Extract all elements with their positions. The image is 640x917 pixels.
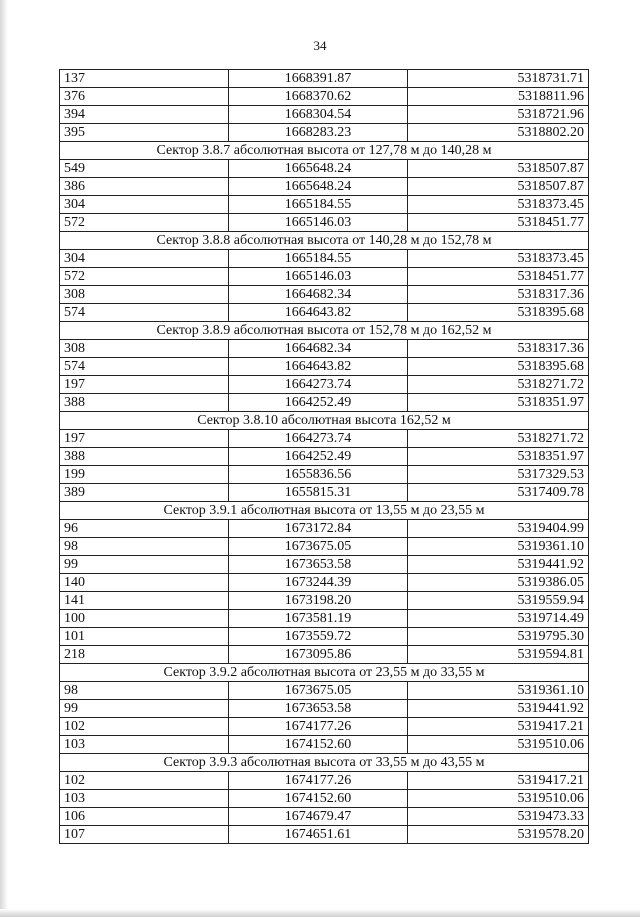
table-row [60, 484, 589, 502]
table-row [60, 682, 589, 700]
y-coordinate-cell: 5318811.96 [408, 88, 589, 106]
point-number-cell: 218 [60, 646, 229, 664]
sector-header-row [60, 502, 589, 520]
point-number-cell: 98 [60, 538, 229, 556]
sector-title: Сектор 3.8.10 абсолютная высота 162,52 м [60, 412, 589, 430]
table-row [60, 376, 589, 394]
x-coordinate-cell: 1674152.60 [229, 790, 408, 808]
point-number-cell: 389 [60, 484, 229, 502]
table-row [60, 340, 589, 358]
sector-header-row [60, 664, 589, 682]
table-row [60, 160, 589, 178]
y-coordinate-cell: 5319417.21 [408, 772, 589, 790]
y-coordinate-cell: 5318317.36 [408, 286, 589, 304]
y-coordinate-cell: 5319417.21 [408, 718, 589, 736]
scan-shadow-bottom [0, 909, 640, 917]
table-row [60, 214, 589, 232]
table-row [60, 196, 589, 214]
x-coordinate-cell: 1673675.05 [229, 682, 408, 700]
page-number: 34 [313, 38, 327, 53]
point-number-cell: 100 [60, 610, 229, 628]
table-row [60, 286, 589, 304]
x-coordinate-cell: 1664252.49 [229, 448, 408, 466]
coordinates-table [59, 69, 589, 844]
x-coordinate-cell: 1664252.49 [229, 394, 408, 412]
table-row [60, 448, 589, 466]
y-coordinate-cell: 5319714.49 [408, 610, 589, 628]
sector-header-row [60, 142, 589, 160]
point-number-cell: 197 [60, 430, 229, 448]
point-number-cell: 102 [60, 772, 229, 790]
sector-title: Сектор 3.8.9 абсолютная высота от 152,78 м до 162,52 м [60, 322, 589, 340]
table-row [60, 736, 589, 754]
x-coordinate-cell: 1664273.74 [229, 430, 408, 448]
y-coordinate-cell: 5318271.72 [408, 376, 589, 394]
point-number-cell: 308 [60, 286, 229, 304]
y-coordinate-cell: 5318317.36 [408, 340, 589, 358]
sector-title: Сектор 3.8.8 абсолютная высота от 140,28 м до 152,78 м [60, 232, 589, 250]
point-number-cell: 574 [60, 304, 229, 322]
point-number-cell: 98 [60, 682, 229, 700]
y-coordinate-cell: 5319473.33 [408, 808, 589, 826]
y-coordinate-cell: 5318395.68 [408, 358, 589, 376]
sector-title: Сектор 3.9.2 абсолютная высота от 23,55 м до 33,55 м [60, 664, 589, 682]
table-row [60, 88, 589, 106]
table-row [60, 790, 589, 808]
y-coordinate-cell: 5319386.05 [408, 574, 589, 592]
x-coordinate-cell: 1673581.19 [229, 610, 408, 628]
x-coordinate-cell: 1673095.86 [229, 646, 408, 664]
x-coordinate-cell: 1665648.24 [229, 178, 408, 196]
x-coordinate-cell: 1655836.56 [229, 466, 408, 484]
point-number-cell: 388 [60, 448, 229, 466]
x-coordinate-cell: 1674177.26 [229, 718, 408, 736]
point-number-cell: 99 [60, 700, 229, 718]
table-row [60, 268, 589, 286]
x-coordinate-cell: 1668283.23 [229, 124, 408, 142]
coordinates-table-body [60, 70, 589, 844]
y-coordinate-cell: 5319441.92 [408, 556, 589, 574]
x-coordinate-cell: 1673172.84 [229, 520, 408, 538]
y-coordinate-cell: 5319594.81 [408, 646, 589, 664]
table-row [60, 466, 589, 484]
x-coordinate-cell: 1665184.55 [229, 196, 408, 214]
y-coordinate-cell: 5318721.96 [408, 106, 589, 124]
x-coordinate-cell: 1673653.58 [229, 700, 408, 718]
x-coordinate-cell: 1673198.20 [229, 592, 408, 610]
point-number-cell: 141 [60, 592, 229, 610]
y-coordinate-cell: 5318451.77 [408, 214, 589, 232]
table-row [60, 106, 589, 124]
point-number-cell: 99 [60, 556, 229, 574]
y-coordinate-cell: 5318351.97 [408, 448, 589, 466]
point-number-cell: 101 [60, 628, 229, 646]
point-number-cell: 304 [60, 196, 229, 214]
x-coordinate-cell: 1668370.62 [229, 88, 408, 106]
x-coordinate-cell: 1665146.03 [229, 214, 408, 232]
table-row [60, 700, 589, 718]
point-number-cell: 103 [60, 790, 229, 808]
x-coordinate-cell: 1664643.82 [229, 358, 408, 376]
y-coordinate-cell: 5317409.78 [408, 484, 589, 502]
point-number-cell: 549 [60, 160, 229, 178]
point-number-cell: 572 [60, 214, 229, 232]
y-coordinate-cell: 5318507.87 [408, 178, 589, 196]
y-coordinate-cell: 5319441.92 [408, 700, 589, 718]
y-coordinate-cell: 5318731.71 [408, 70, 589, 88]
x-coordinate-cell: 1664682.34 [229, 340, 408, 358]
x-coordinate-cell: 1673559.72 [229, 628, 408, 646]
table-row [60, 70, 589, 88]
x-coordinate-cell: 1674152.60 [229, 736, 408, 754]
table-row [60, 520, 589, 538]
point-number-cell: 140 [60, 574, 229, 592]
point-number-cell: 96 [60, 520, 229, 538]
point-number-cell: 308 [60, 340, 229, 358]
table-row [60, 430, 589, 448]
table-row [60, 718, 589, 736]
point-number-cell: 137 [60, 70, 229, 88]
x-coordinate-cell: 1673244.39 [229, 574, 408, 592]
point-number-cell: 388 [60, 394, 229, 412]
x-coordinate-cell: 1665184.55 [229, 250, 408, 268]
point-number-cell: 199 [60, 466, 229, 484]
table-row [60, 538, 589, 556]
point-number-cell: 102 [60, 718, 229, 736]
table-row [60, 826, 589, 844]
y-coordinate-cell: 5318271.72 [408, 430, 589, 448]
x-coordinate-cell: 1665146.03 [229, 268, 408, 286]
sector-header-row [60, 412, 589, 430]
y-coordinate-cell: 5318395.68 [408, 304, 589, 322]
point-number-cell: 304 [60, 250, 229, 268]
y-coordinate-cell: 5319361.10 [408, 682, 589, 700]
x-coordinate-cell: 1674177.26 [229, 772, 408, 790]
y-coordinate-cell: 5318373.45 [408, 250, 589, 268]
scan-shadow-left [0, 0, 8, 917]
table-row [60, 574, 589, 592]
y-coordinate-cell: 5319578.20 [408, 826, 589, 844]
point-number-cell: 394 [60, 106, 229, 124]
y-coordinate-cell: 5319510.06 [408, 790, 589, 808]
point-number-cell: 572 [60, 268, 229, 286]
x-coordinate-cell: 1673653.58 [229, 556, 408, 574]
sector-header-row [60, 754, 589, 772]
table-row [60, 628, 589, 646]
table-row [60, 124, 589, 142]
sector-header-row [60, 322, 589, 340]
sector-title: Сектор 3.9.3 абсолютная высота от 33,55 м до 43,55 м [60, 754, 589, 772]
y-coordinate-cell: 5317329.53 [408, 466, 589, 484]
x-coordinate-cell: 1664682.34 [229, 286, 408, 304]
point-number-cell: 574 [60, 358, 229, 376]
y-coordinate-cell: 5318451.77 [408, 268, 589, 286]
point-number-cell: 376 [60, 88, 229, 106]
point-number-cell: 103 [60, 736, 229, 754]
table-row [60, 646, 589, 664]
x-coordinate-cell: 1674679.47 [229, 808, 408, 826]
x-coordinate-cell: 1664643.82 [229, 304, 408, 322]
y-coordinate-cell: 5319404.99 [408, 520, 589, 538]
x-coordinate-cell: 1655815.31 [229, 484, 408, 502]
sector-header-row [60, 232, 589, 250]
y-coordinate-cell: 5318507.87 [408, 160, 589, 178]
table-row [60, 556, 589, 574]
table-row [60, 304, 589, 322]
x-coordinate-cell: 1674651.61 [229, 826, 408, 844]
y-coordinate-cell: 5319361.10 [408, 538, 589, 556]
table-row [60, 178, 589, 196]
sector-title: Сектор 3.9.1 абсолютная высота от 13,55 м до 23,55 м [60, 502, 589, 520]
table-row [60, 250, 589, 268]
y-coordinate-cell: 5319510.06 [408, 736, 589, 754]
table-row [60, 592, 589, 610]
x-coordinate-cell: 1668391.87 [229, 70, 408, 88]
point-number-cell: 197 [60, 376, 229, 394]
table-row [60, 772, 589, 790]
x-coordinate-cell: 1664273.74 [229, 376, 408, 394]
table-row [60, 394, 589, 412]
table-row [60, 358, 589, 376]
point-number-cell: 107 [60, 826, 229, 844]
y-coordinate-cell: 5318351.97 [408, 394, 589, 412]
y-coordinate-cell: 5318373.45 [408, 196, 589, 214]
x-coordinate-cell: 1673675.05 [229, 538, 408, 556]
y-coordinate-cell: 5319795.30 [408, 628, 589, 646]
table-row [60, 610, 589, 628]
x-coordinate-cell: 1665648.24 [229, 160, 408, 178]
table-row [60, 808, 589, 826]
point-number-cell: 386 [60, 178, 229, 196]
point-number-cell: 106 [60, 808, 229, 826]
x-coordinate-cell: 1668304.54 [229, 106, 408, 124]
sector-title: Сектор 3.8.7 абсолютная высота от 127,78 м до 140,28 м [60, 142, 589, 160]
y-coordinate-cell: 5318802.20 [408, 124, 589, 142]
y-coordinate-cell: 5319559.94 [408, 592, 589, 610]
point-number-cell: 395 [60, 124, 229, 142]
